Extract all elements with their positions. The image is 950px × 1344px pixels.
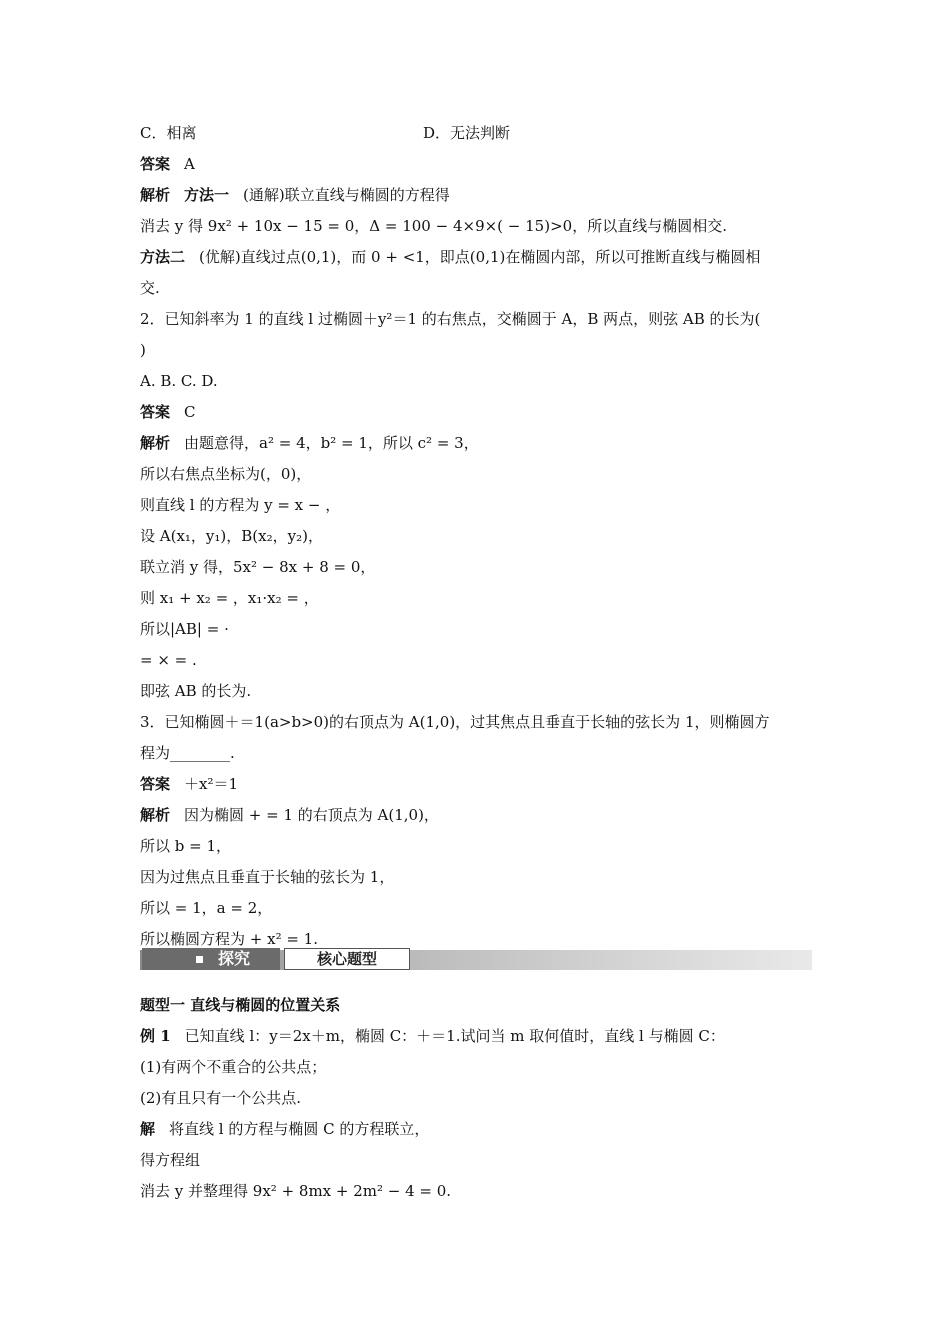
banner-left-label: 探究 [218,949,251,968]
answer-text: A [184,155,195,173]
answer-text: ＋x²＝1 [184,775,239,793]
answer-label: 答案 [140,775,171,793]
text-line: 设 A(x₁，y₁)，B(x₂，y₂)， [140,527,323,545]
analysis-line [140,180,812,210]
section-heading: 题型一 直线与椭圆的位置关系 [140,996,341,1014]
text-line: 则直线 l 的方程为 y = x − ， [140,496,341,514]
answer-line [140,769,812,799]
analysis-label: 解析 [140,434,171,452]
analysis-label: 解析 [140,186,171,204]
text-line: 因为过焦点且垂直于长轴的弦长为 1， [140,868,395,886]
question-2-options: A. B. C. D. [140,372,218,390]
option-d: D．无法判断 [423,124,511,142]
method-two-text: (优解)直线过点(0,1)，而 0 + <1，即点(0,1)在椭圆内部，所以可推断直线与椭圆相 [199,248,761,266]
answer-line [140,397,812,427]
answer-label: 答案 [140,155,171,173]
example-text: 已知直线 l：y＝2x＋m，椭圆 C：＋＝1.试问当 m 取何值时，直线 l 与椭圆 C： [184,1027,725,1045]
text-line: 所以 = 1，a = 2， [140,899,273,917]
option-c: C．相离 [140,124,197,142]
text-line: 则 x₁ + x₂ = ，x₁·x₂ = ， [140,589,319,607]
solution-text: 将直线 l 的方程与椭圆 C 的方程联立， [169,1120,430,1138]
text-line: 得方程组 [140,1151,201,1169]
option-row [140,118,812,148]
method-one-label: 方法一 [184,186,230,204]
banner-tag-explore [142,948,280,970]
text-line: 即弦 AB 的长为. [140,682,252,700]
text-line: 所以右焦点坐标为(，0)， [140,465,312,483]
analysis-line [140,428,812,458]
solution-line [140,1114,812,1144]
text-line: 交. [140,279,160,297]
text-line: 消去 y 得 9x² + 10x − 15 = 0，Δ = 100 − 4×9×( − 15)>0，所以直线与椭圆相交. [140,217,727,235]
example-1-line [140,1021,812,1051]
text-line: (2)有且只有一个公共点. [140,1089,302,1107]
solution-label: 解 [140,1120,156,1138]
text-line: 所以椭圆方程为 + x² = 1. [140,930,318,948]
text-line: ) [140,341,146,359]
answer-label: 答案 [140,403,171,421]
example-label: 例 1 [140,1027,171,1045]
analysis-text: 由题意得，a² = 4，b² = 1，所以 c² = 3， [184,434,479,452]
method-two-label: 方法二 [140,248,186,266]
text-line: = × = . [140,651,197,669]
banner-tag-core: 核心题型 [284,948,410,970]
analysis-label: 解析 [140,806,171,824]
answer-text: C [184,403,196,421]
method-two-line [140,242,812,272]
analysis-text: (通解)联立直线与椭圆的方程得 [243,186,450,204]
text-line: 程为________. [140,744,235,762]
analysis-text: 因为椭圆 + = 1 的右顶点为 A(1,0)， [184,806,439,824]
analysis-line [140,800,812,830]
answer-line [140,149,812,179]
question-2: 2．已知斜率为 1 的直线 l 过椭圆＋y²＝1 的右焦点，交椭圆于 A，B 两点，则弦 AB 的长为( [140,310,761,328]
text-line: 联立消 y 得，5x² − 8x + 8 = 0， [140,558,376,576]
text-line: 所以 b = 1， [140,837,232,855]
text-line: (1)有两个不重合的公共点； [140,1058,327,1076]
text-line: 消去 y 并整理得 9x² + 8mx + 2m² − 4 = 0. [140,1182,452,1200]
section-banner [140,946,812,972]
text-line: 所以|AB| = · [140,620,229,638]
question-3: 3．已知椭圆＋＝1(a>b>0)的右顶点为 A(1,0)，过其焦点且垂直于长轴的弦长为 1，则椭圆方 [140,713,770,731]
square-bullet-icon [196,956,203,963]
